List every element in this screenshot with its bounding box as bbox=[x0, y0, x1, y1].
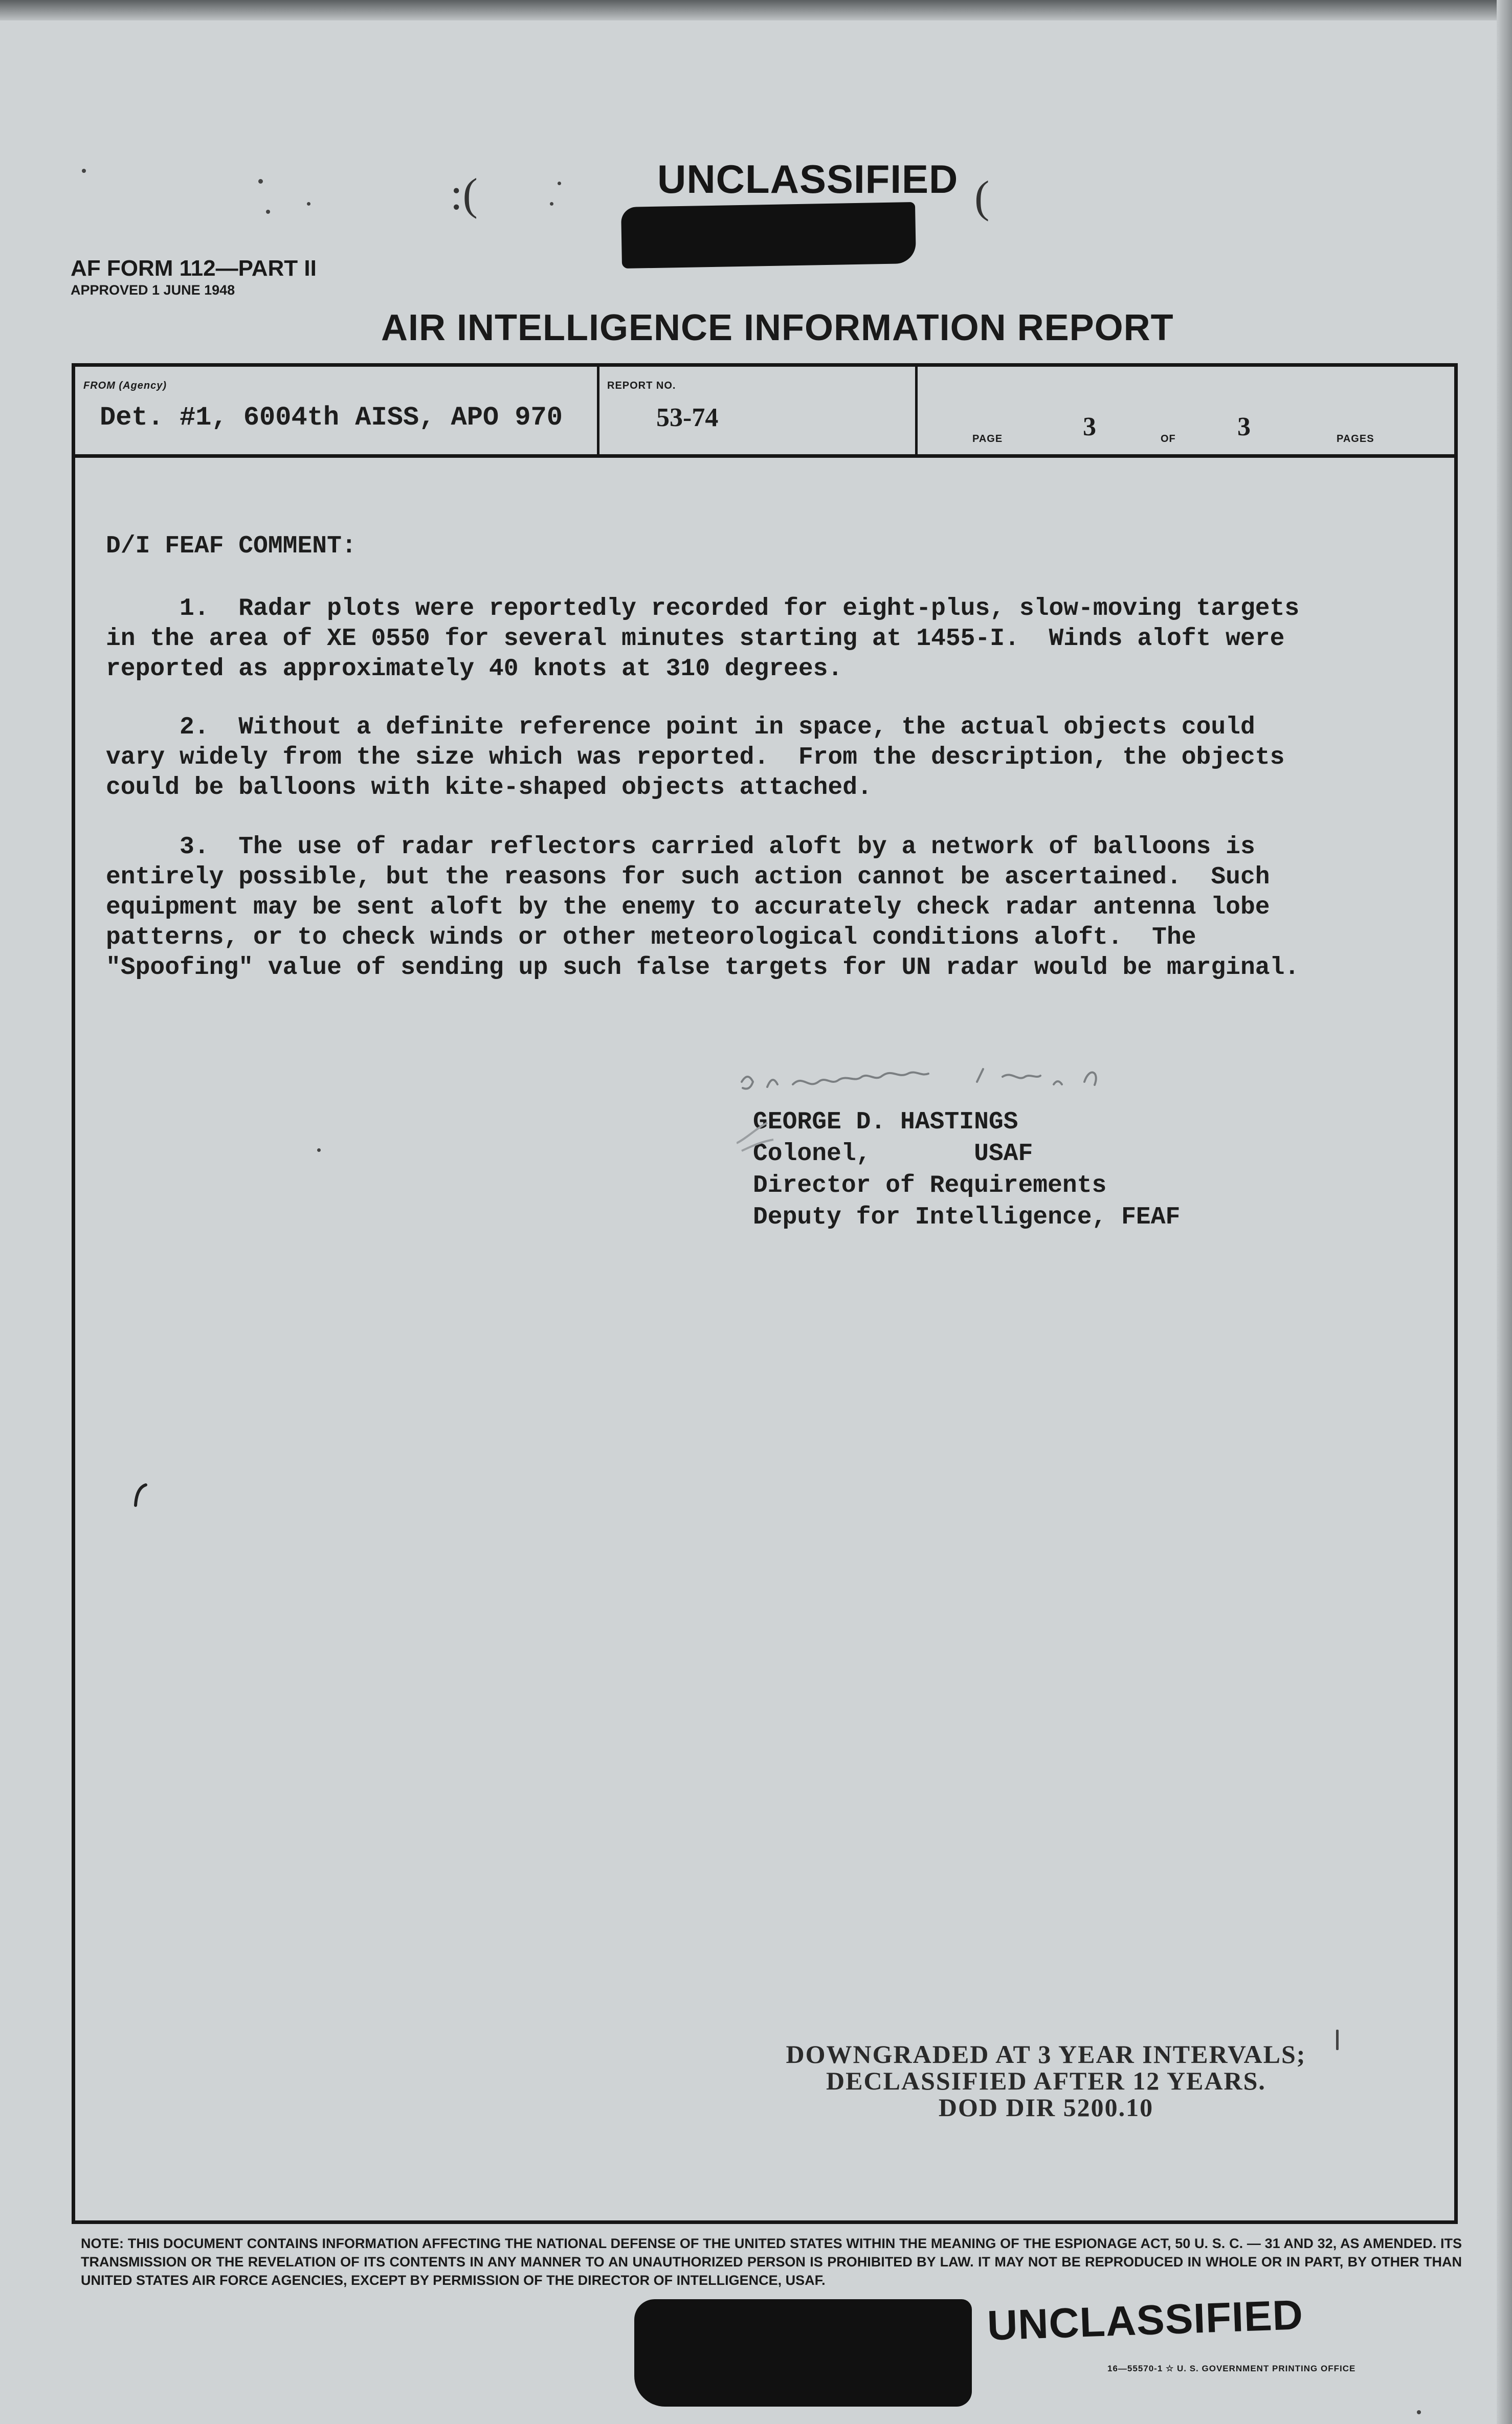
classification-bottom: UNCLASSIFIED bbox=[986, 2292, 1304, 2349]
scan-edge-top bbox=[0, 0, 1512, 20]
paragraph-3-line-5: "Spoofing" value of sending up such false targets for UN radar would be marginal. bbox=[106, 954, 1300, 982]
paragraph-1-line-3: reported as approximately 40 knots at 310 degrees. bbox=[106, 655, 843, 683]
report-title: AIR INTELLIGENCE INFORMATION REPORT bbox=[381, 307, 1174, 348]
report-header-row bbox=[75, 367, 1454, 458]
paragraph-3-line-2: entirely possible, but the reasons for such action cannot be ascertained. Such bbox=[106, 863, 1270, 891]
report-no-label: REPORT NO. bbox=[607, 380, 676, 391]
form-name: AF FORM 112—PART II bbox=[71, 256, 317, 281]
scan-edge-right bbox=[1497, 0, 1512, 2424]
form-approved-date: APPROVED 1 JUNE 1948 bbox=[71, 282, 235, 298]
stamp-line-3: DOD DIR 5200.10 bbox=[938, 2093, 1154, 2122]
paragraph-1-line-2: in the area of XE 0550 for several minutes starting at 1455-I. Winds aloft were bbox=[106, 625, 1285, 653]
handwritten-signature bbox=[737, 1061, 1197, 1164]
header-divider-1 bbox=[597, 367, 599, 458]
paragraph-2-line-1: 2. Without a definite reference point in space, the actual objects could bbox=[106, 714, 1255, 741]
form-identifier bbox=[71, 256, 317, 298]
from-value: Det. #1, 6004th AISS, APO 970 bbox=[100, 403, 563, 433]
page-label: PAGE bbox=[972, 433, 1003, 444]
signer-title-2: Deputy for Intelligence, FEAF bbox=[753, 1204, 1181, 1231]
header-divider-2 bbox=[915, 367, 918, 458]
stamp-line-1: DOWNGRADED AT 3 YEAR INTERVALS; bbox=[786, 2040, 1306, 2069]
paragraph-2-line-3: could be balloons with kite-shaped objects attached. bbox=[106, 774, 872, 802]
signer-name: GEORGE D. HASTINGS bbox=[753, 1108, 1018, 1136]
redaction-top bbox=[621, 202, 916, 269]
stamp-line-2: DECLASSIFIED AFTER 12 YEARS. bbox=[826, 2066, 1266, 2095]
of-label: OF bbox=[1161, 433, 1176, 444]
espionage-act-note: NOTE: THIS DOCUMENT CONTAINS INFORMATION AFFECTING THE NATIONAL DEFENSE OF THE UNITED STATES WITHIN THE MEANING OF THE ESPIONAGE ACT, 50 U. S. C. — 31 AND 32, AS AMENDED. ITS TRANSMISSION OR THE REVELATION OF ITS CONTENTS IN ANY MANNER TO AN UNAUTHORIZED PERSON IS PROHIBITED BY LAW. IT MAY NOT BE REPRODUCED IN WHOLE OR IN PART, BY OTHER THAN UNITED STATES AIR FORCE AGENCIES, EXCEPT BY PERMISSION OF THE DIRECTOR OF INTELLIGENCE, USAF. bbox=[81, 2236, 1462, 2288]
paragraph-3-line-4: patterns, or to check winds or other meteorological conditions aloft. The bbox=[106, 924, 1196, 951]
signer-rank: Colonel, USAF bbox=[753, 1140, 1033, 1168]
scan-mark-paren-right: ( bbox=[974, 172, 990, 222]
comment-heading: D/I FEAF COMMENT: bbox=[106, 532, 357, 560]
classification-top: UNCLASSIFIED bbox=[657, 157, 959, 202]
redaction-bottom bbox=[634, 2299, 972, 2407]
signer-title-1: Director of Requirements bbox=[753, 1172, 1107, 1199]
paragraph-1-line-1: 1. Radar plots were reportedly recorded for eight-plus, slow-moving targets bbox=[106, 595, 1300, 622]
total-pages: 3 bbox=[1237, 412, 1251, 441]
report-no-value: 53-74 bbox=[656, 403, 719, 432]
paragraph-2-line-2: vary widely from the size which was reported. From the description, the objects bbox=[106, 744, 1285, 771]
report-form bbox=[72, 363, 1458, 2224]
margin-mark bbox=[130, 1481, 151, 1511]
paragraph-3-line-3: equipment may be sent aloft by the enemy to accurately check radar antenna lobe bbox=[106, 894, 1270, 921]
pages-label: PAGES bbox=[1337, 433, 1374, 444]
scan-mark-paren-left: :( bbox=[450, 170, 478, 219]
paragraph-3-line-1: 3. The use of radar reflectors carried aloft by a network of balloons is bbox=[106, 833, 1255, 861]
page-number: 3 bbox=[1083, 412, 1096, 441]
declassification-stamp bbox=[752, 2041, 1340, 2121]
from-label: FROM (Agency) bbox=[83, 380, 167, 391]
printing-office-imprint: 16—55570-1 ☆ U. S. GOVERNMENT PRINTING OFFICE bbox=[1107, 2364, 1356, 2373]
